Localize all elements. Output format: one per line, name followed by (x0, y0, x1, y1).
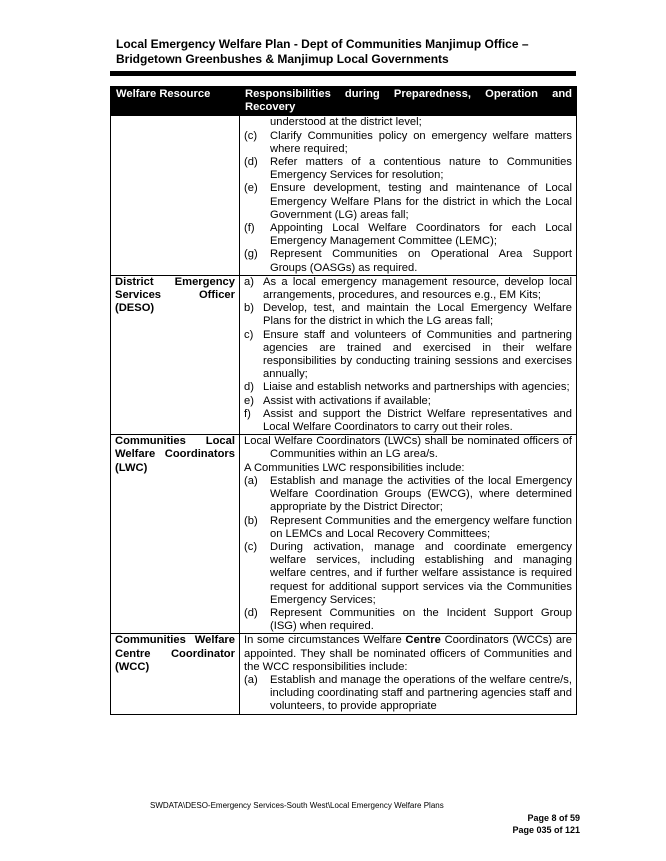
list-item: (a) Establish and manage the operations of the welfare centre/s, including coordinating staff and partnering agencies staff and volunteers, to provide appropriate (244, 673, 572, 713)
list-item: c) Ensure staff and volunteers of Communities and partnering agencies are trained and exercised in their welfare responsibilities by conducting training sessions and exercises annually; (244, 328, 572, 381)
document-header (116, 37, 576, 67)
resource-cell (111, 116, 240, 275)
responsibilities-cell (240, 116, 577, 275)
intro-text: Local Welfare Coordinators (LWCs) shall be nominated officers of Communities within an LG area/s. (244, 435, 572, 461)
footer-file-path: SWDATA\DESO-Emergency Services-South West\Local Emergency Welfare Plans (150, 801, 444, 810)
table-row (111, 435, 577, 634)
header-rule (110, 71, 576, 76)
responsibilities-cell (240, 275, 577, 434)
responsibilities-cell (240, 634, 577, 714)
header-line-2: Bridgetown Greenbushes & Manjimup Local Governments (116, 52, 449, 66)
list-item: (c) During activation, manage and coordinate emergency welfare services, including establishing and managing welfare centres, and if further welfare assistance is required request for additional support services via the Communities Emergency Services; (244, 540, 572, 606)
column-header-resource: Welfare Resource (111, 87, 240, 116)
resource-cell: District Emergency Services Officer (DESO) (111, 275, 240, 434)
list-item: (e) Ensure development, testing and maintenance of Local Emergency Welfare Plans for the district in which the Local Government (LG) areas fall; (244, 182, 572, 221)
intro-text-bold: Centre (405, 634, 441, 647)
table-row (111, 275, 577, 434)
list-item: a) As a local emergency management resource, develop local arrangements, procedures, and resources e.g., EM Kits; (244, 275, 572, 302)
list-item: (f) Appointing Local Welfare Coordinators for each Local Emergency Management Committee (LEMC); (244, 222, 572, 248)
welfare-responsibilities-table (110, 86, 577, 715)
intro-text (244, 634, 572, 674)
resource-cell: Communities Local Welfare Coordinators (LWC) (111, 435, 240, 634)
table-row (111, 634, 577, 714)
page-number-total: Page 035 of 121 (512, 825, 580, 835)
list-item: (d) Represent Communities on the Incident Support Group (ISG) when required. (244, 606, 572, 633)
header-line-1: Local Emergency Welfare Plan - Dept of Communities Manjimup Office – (116, 37, 529, 51)
table-header-row (111, 87, 577, 116)
list-item: d) Liaise and establish networks and partnerships with agencies; (244, 381, 570, 394)
list-item: (d) Refer matters of a contentious nature to Communities Emergency Services for resolution; (244, 156, 572, 182)
table-row (111, 116, 577, 275)
responsibilities-cell (240, 435, 577, 634)
resource-cell: Communities Welfare Centre Coordinator (WCC) (111, 634, 240, 714)
list-item: b) Develop, test, and maintain the Local Emergency Welfare Plans for the district in which the LG areas fall; (244, 302, 572, 328)
list-item: (b) Represent Communities and the emergency welfare function on LEMCs and Local Recovery Committees; (244, 514, 572, 540)
continuation-text: understood at the district level; (270, 116, 422, 129)
responsibility-list (244, 674, 572, 714)
responsibility-list (244, 475, 572, 633)
intro-text-end: Coordinators (WCCs) are appointed. They shall be nominated officers of Communities and the WCC responsibilities include: (244, 634, 572, 673)
intro-text: A Communities LWC responsibilities include: (244, 461, 465, 474)
responsibility-list (244, 130, 572, 275)
list-item: (a) Establish and manage the activities of the local Emergency Welfare Coordination Groups (EWCG), where determined appropriate by the District Director; (244, 474, 572, 514)
column-header-responsibilities: Responsibilities during Preparedness, Operation and Recovery (240, 87, 577, 116)
list-item: (g) Represent Communities on Operational Area Support Groups (OASGs) as required. (244, 248, 572, 274)
list-item: f) Assist and support the District Welfare representatives and Local Welfare Coordinators to carry out their roles. (244, 407, 572, 434)
list-item: e) Assist with activations if available; (244, 394, 431, 407)
intro-text-start: In some circumstances Welfare (244, 634, 406, 647)
list-item: (c) Clarify Communities policy on emergency welfare matters where required; (244, 129, 572, 155)
page-number: Page 8 of 59 (527, 813, 580, 823)
responsibility-list (244, 276, 572, 434)
